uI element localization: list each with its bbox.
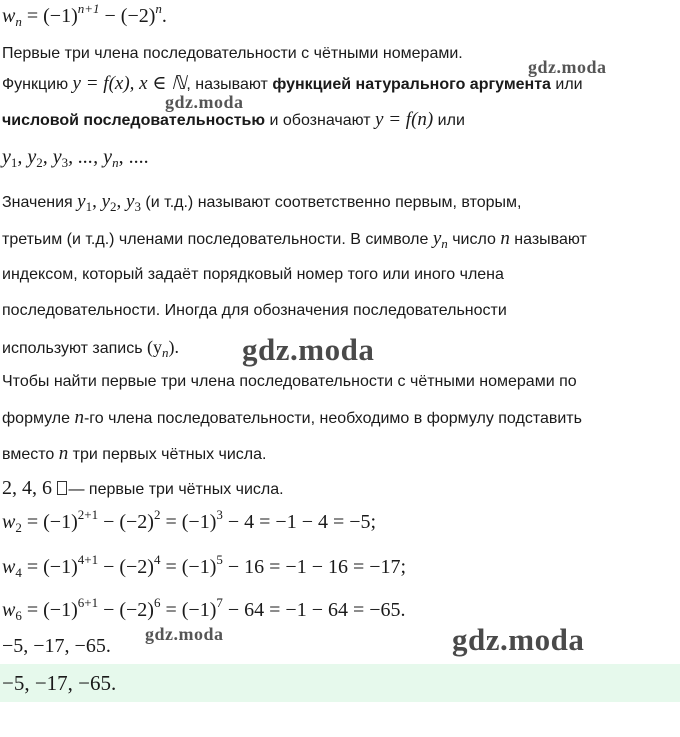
paragraph-line-5: используют запись $(y_n)$. (2, 337, 180, 360)
watermark-logo: gdz.moda (528, 57, 607, 77)
paragraph-line-7: формуле n-го члена последовательности, необходимо в формулу подставить (2, 407, 582, 428)
calc-w2: $w_2 = (-1)^{2+1} - (-2)^2 = (-1)^3 - 4 = -1 - 4 = -5$; (2, 507, 377, 535)
formula-wn: $w_n = (-1)^{n+1} - (-2)^n$. (2, 1, 167, 29)
even-numbers-line: 2, 4, 6 — первые три чётных числа. (2, 477, 284, 499)
watermark-logo: gdz.moda (165, 92, 244, 112)
paragraph-line-2: третьим (и т.д.) членами последовательности. В символе $y_n$ число n называют (2, 228, 587, 251)
paragraph-line-8: вместо n три первых чётных числа. (2, 443, 267, 464)
answer-box (0, 664, 680, 702)
missing-glyph-icon (57, 481, 67, 495)
watermark-logo: gdz.moda (452, 622, 585, 657)
watermark-logo: gdz.moda (145, 624, 224, 644)
paragraph-line-4: последовательности. Иногда для обозначения последовательности (2, 302, 507, 319)
calc-w4: $w_4 = (-1)^{4+1} - (-2)^4 = (-1)^5 - 16 = -1 - 16 = -17$; (2, 552, 407, 580)
task-statement: Первые три члена последовательности с чётными номерами. (2, 45, 463, 62)
watermark-logo: gdz.moda (242, 332, 375, 367)
paragraph-line-1: Значения $y_1$, $y_2$, $y_3$ (и т.д.) называют соответственно первым, вторым, (2, 191, 522, 214)
paragraph-line-3: индексом, который задаёт порядковый номер того или иного члена (2, 266, 504, 283)
sequence-notation: $y_1$, $y_2$, $y_3$, ..., $y_n$, .... (2, 146, 149, 170)
definition-line-2: числовой последовательностью и обозначают y = f(n) или (2, 109, 465, 130)
calc-w6: $w_6 = (-1)^{6+1} - (-2)^6 = (-1)^7 - 64 = -1 - 64 = -65$. (2, 595, 406, 623)
paragraph-line-6: Чтобы найти первые три члена последовательности с чётными номерами по (2, 373, 577, 390)
result-values: −5, −17, −65. (2, 635, 111, 657)
definition-line-1: Функцию y = f(x), x ∈ ℕ, называют функцией натурального аргумента или (2, 73, 583, 94)
answer-text: −5, −17, −65. (2, 671, 117, 695)
